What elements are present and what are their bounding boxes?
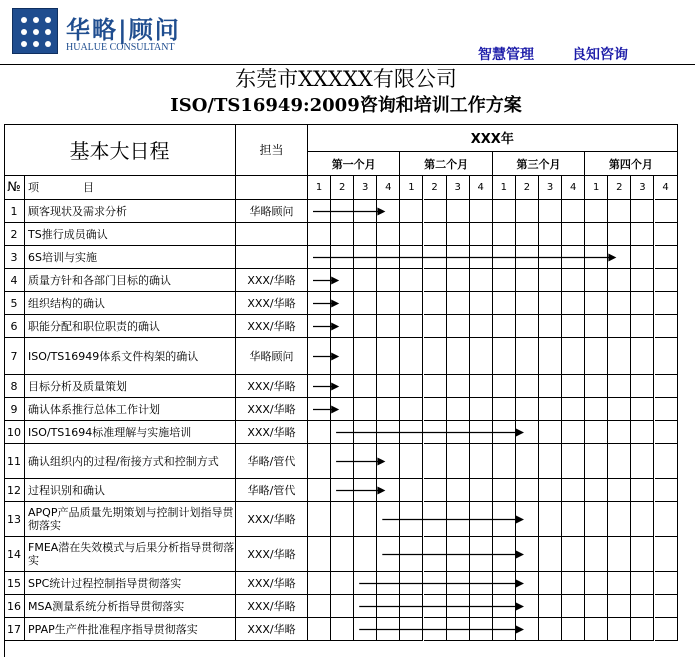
row-owner-text: 华略/管代 (247, 484, 296, 497)
row-owner-text: XXX/华略 (247, 577, 296, 590)
row-item-text: 质量方针和各部门目标的确认 (28, 273, 171, 287)
week-header-text: 1 (500, 182, 508, 193)
row-owner-text: XXX/华略 (247, 403, 296, 416)
row-owner-text: 华略顾问 (249, 350, 294, 363)
schedule-title-text: 基本大日程 (69, 139, 170, 163)
gantt-arrow-head (516, 429, 524, 437)
row-item-text: 职能分配和职位职责的确认 (28, 319, 160, 333)
gantt-arrow-head (331, 383, 339, 391)
week-header-text: 3 (546, 182, 554, 193)
week-header-text: 1 (593, 182, 600, 193)
row-number-text: 11 (7, 454, 21, 468)
row-number-text: 3 (10, 250, 18, 264)
logo-chinese-name: 华略|顾问 (66, 15, 181, 44)
row-number-text: 6 (10, 319, 18, 333)
row-number-text: 16 (7, 599, 21, 613)
row-owner-text: XXX/华略 (247, 274, 296, 287)
week-header-text: 2 (616, 182, 623, 193)
week-header-text: 4 (385, 182, 392, 193)
owner-header-text: 担当 (259, 143, 284, 157)
gantt-arrow-head (331, 323, 339, 331)
company-title: 东莞市XXXXX有限公司 (235, 67, 457, 91)
row-item-text: 顾客现状及需求分析 (28, 204, 127, 218)
week-header-text: 2 (523, 182, 531, 193)
row-owner-text: XXX/华略 (247, 380, 296, 393)
gantt-arrow-head (331, 406, 339, 414)
row-item-text: TS推行成员确认 (28, 227, 108, 241)
header-link-smart-management[interactable]: 智慧管理 (478, 47, 534, 63)
week-header-text: 3 (454, 182, 461, 193)
row-item-text: APQP产品质量先期策划与控制计划指导贯彻落实 (28, 506, 234, 532)
row-number-text: 12 (7, 483, 21, 497)
month-header-text: 第二个月 (424, 157, 469, 171)
gantt-arrow-head (331, 300, 339, 308)
week-header-text: 1 (408, 182, 415, 193)
week-header-text: 3 (639, 182, 646, 193)
row-number-text: 1 (10, 204, 18, 218)
month-header-text: 第一个月 (331, 157, 376, 171)
row-number-text: 7 (10, 349, 18, 363)
gantt-arrow-head (377, 487, 385, 495)
year-header-text: XXX年 (470, 132, 514, 147)
row-item-text: SPC统计过程控制指导贯彻落实 (28, 576, 182, 590)
no-header-text: № (7, 180, 21, 195)
month-header-text: 第三个月 (516, 157, 561, 171)
week-header-text: 4 (569, 182, 577, 193)
row-number-text: 9 (10, 402, 18, 416)
row-number-text: 13 (7, 512, 21, 526)
row-item-text: 目标分析及质量策划 (28, 379, 127, 393)
row-number-text: 8 (10, 379, 18, 393)
week-header-text: 3 (362, 182, 369, 193)
row-item-text: PPAP生产件批准程序指导贯彻落实 (28, 622, 198, 636)
gantt-arrow-head (516, 551, 524, 559)
row-item-text: 确认体系推行总体工作计划 (28, 402, 160, 416)
row-owner-text: XXX/华略 (247, 297, 296, 310)
row-number-text: 15 (7, 576, 21, 590)
logo-english-name: HUALUE CONSULTANT (66, 42, 175, 53)
row-owner-text: XXX/华略 (247, 426, 296, 439)
row-owner-text: XXX/华略 (247, 600, 296, 613)
week-header-text: 2 (338, 182, 346, 193)
week-header-text: 2 (431, 182, 438, 193)
row-item-text: 过程识别和确认 (28, 483, 105, 497)
row-item-text: 确认组织内的过程/衔接方式和控制方式 (28, 454, 219, 468)
row-item-text: ISO/TS16949体系文件构架的确认 (28, 349, 199, 363)
row-item-text: 组织结构的确认 (28, 296, 105, 310)
gantt-arrow-head (516, 626, 524, 634)
item-header-text: 项 目 (28, 181, 94, 194)
row-owner-text: 华略顾问 (249, 205, 294, 218)
row-number-text: 4 (10, 273, 18, 287)
month-header-text: 第四个月 (608, 157, 653, 171)
row-number-text: 17 (7, 622, 21, 636)
row-number-text: 14 (7, 547, 21, 561)
row-owner-text: XXX/华略 (247, 623, 296, 636)
row-number-text: 2 (10, 227, 18, 241)
row-number-text: 10 (7, 425, 21, 439)
week-header-text: 4 (662, 182, 669, 193)
row-item-text: ISO/TS1694标准理解与实施培训 (28, 425, 192, 439)
gantt-arrow-head (331, 353, 339, 361)
row-owner-text: XXX/华略 (247, 513, 296, 526)
row-item-text: 6S培训与实施 (28, 250, 97, 264)
week-header-text: 1 (315, 182, 323, 193)
row-item-text: FMEA潜在失效模式与后果分析指导贯彻落实 (28, 541, 235, 567)
gantt-arrow-head (377, 458, 385, 466)
header-link-conscience-consulting[interactable]: 良知咨询 (572, 47, 628, 63)
week-header-text: 4 (477, 182, 484, 193)
gantt-arrow-head (608, 254, 616, 262)
row-number-text: 5 (10, 296, 18, 310)
row-item-text: MSA测量系统分析指导贯彻落实 (28, 599, 185, 613)
gantt-arrow-head (516, 516, 524, 524)
plan-title: ISO/TS16949:2009咨询和培训工作方案 (170, 95, 522, 116)
gantt-arrow-head (516, 603, 524, 611)
gantt-arrow-head (516, 580, 524, 588)
row-owner-text: 华略/管代 (247, 455, 296, 468)
row-owner-text: XXX/华略 (247, 320, 296, 333)
gantt-arrow-head (377, 208, 385, 216)
gantt-arrow-head (331, 277, 339, 285)
row-owner-text: XXX/华略 (247, 548, 296, 561)
